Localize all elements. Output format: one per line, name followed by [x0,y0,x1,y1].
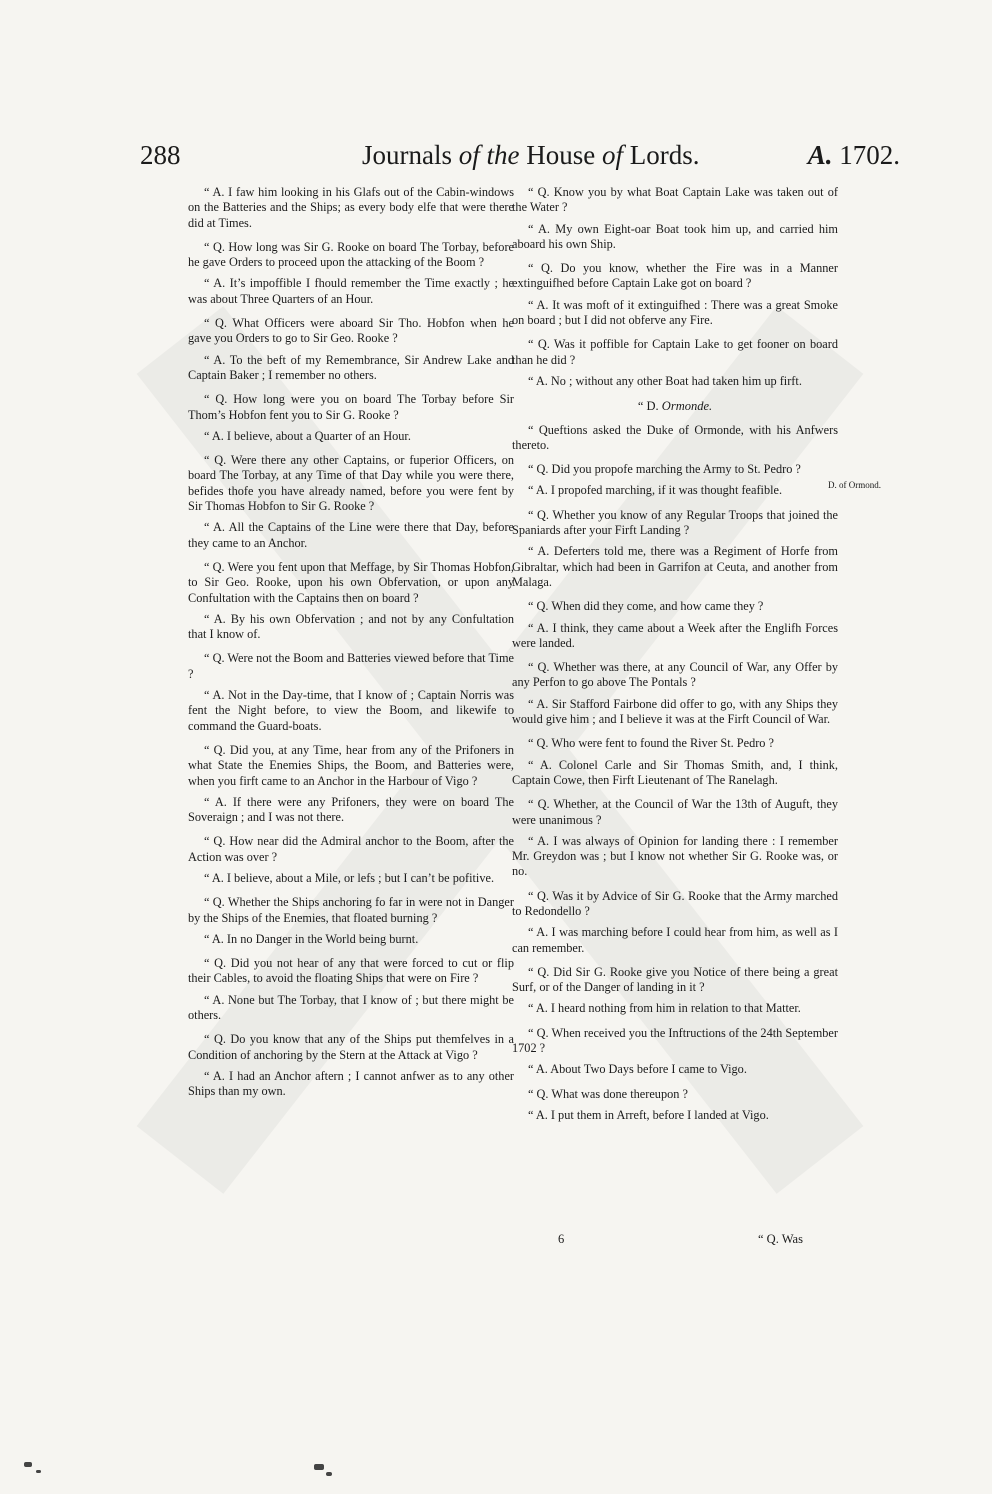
page-year: A. 1702. [807,140,900,170]
right-column [512,185,838,1129]
section-heading: “ D. Ormonde. [637,399,713,414]
catchword: “ Q. Was [758,1232,803,1246]
running-title: Journals of the House of Lords. [362,140,700,170]
paragraph: “ A. I put them in Arreft, before I landed at Vigo. [528,1107,769,1122]
paragraph: “ A. I think, they came about a Week after the Englifh Forces were landed. [512,620,838,650]
paragraph: “ A. It’s impoffible I fhould remember the Time exactly ; he was about Three Quarters of an Hour. [188,276,514,306]
paragraph: “ A. I had an Anchor aftern ; I cannot anfwer as to any other Ships than my own. [188,1068,514,1099]
paragraph: “ A. Colonel Carle and Sir Thomas Smith, and, I think, Captain Cowe, then Firft Lieutenant of The Ranelagh. [512,757,838,787]
paragraph: “ A. I was marching before I could hear from him, as well as I can remember. [512,925,838,955]
paragraph: “ Q. Were you fent upon that Meffage, by Sir Thomas Hobfon, to Sir Geo. Rooke, upon his own Obfervation, or upon any Confultation with the Captains then on board ? [188,559,514,605]
paragraph: “ Q. How long was Sir G. Rooke on board The Torbay, before he gave Orders to proceed upon the attacking of the Boom ? [188,239,514,270]
paragraph: “ Q. Did you not hear of any that were forced to cut or flip their Cables, to avoid the floating Ships that were on Fire ? [188,956,514,986]
left-column [188,185,514,1106]
paragraph: “ Q. Did Sir G. Rooke give you Notice of there being a great Surf, or of the Danger of landing in it ? [512,964,838,995]
page-header [140,140,900,180]
paragraph: “ Q. Whether was there, at any Council of War, any Offer by any Perfon to go above The Pontals ? [512,660,838,690]
paragraph: “ A. Sir Stafford Fairbone did offer to go, with any Ships they would give him ; and I believe it was at the Firft Council of War. [512,696,838,727]
paragraph: “ A. None but The Torbay, that I know of ; but there might be others. [188,992,514,1023]
paragraph: “ A. I propofed marching, if it was thought feafible. [528,483,783,498]
paragraph: “ A. About Two Days before I came to Vigo. [528,1062,747,1077]
paragraph: “ Q. How near did the Admiral anchor to the Boom, after the Action was over ? [188,834,514,864]
paragraph: “ A. My own Eight-oar Boat took him up, and carried him aboard his own Ship. [512,221,838,251]
paragraph: “ A. I was always of Opinion for landing there : I remember Mr. Greydon was ; but I know not whether Sir G. Rooke was, or no. [512,833,838,879]
paragraph: “ Q. Whether, at the Council of War the 13th of Auguft, they were unanimous ? [512,797,838,827]
paragraph: “ A. By his own Obfervation ; and not by any Confultation that I know of. [188,611,514,642]
paragraph: “ Q. Were not the Boom and Batteries viewed before that Time ? [188,651,514,681]
paragraph: “ A. I believe, about a Quarter of an Hour. [204,428,411,443]
paragraph: “ Q. Were there any other Captains, or fuperior Officers, on board The Torbay, at any Time of that Day while you were there, befides thofe you have already named, before you were fent by Sir Thomas Hobfon to Sir G. Rooke ? [188,453,514,514]
paragraph: “ Q. What Officers were aboard Sir Tho. Hobfon when he gave you Orders to go to Sir Geo. Rooke ? [188,316,514,346]
paragraph: “ Q. Who were fent to found the River St. Pedro ? [528,736,774,751]
paragraph: “ Q. Was it by Advice of Sir G. Rooke that the Army marched to Redondello ? [512,888,838,918]
paragraph: “ Q. Did you, at any Time, hear from any of the Prifoners in what State the Enemies Ships, the Boom, and Batteries were, when you firft came to an Anchor in the Harbour of Vigo ? [188,742,514,788]
paragraph: “ Q. Whether the Ships anchoring fo far in were not in Danger by the Ships of the Enemies, that floated burning ? [188,895,514,925]
paragraph: “ Q. Whether you know of any Regular Troops that joined the Spaniards after your Firft Landing ? [512,507,838,538]
paragraph: “ A. I heard nothing from him in relation to that Matter. [528,1001,801,1016]
ink-speck [326,1472,332,1476]
paragraph: “ Q. How long were you on board The Torbay before Sir Thom’s Hobfon fent you to Sir G. Rooke ? [188,392,514,422]
paragraph: “ Queftions asked the Duke of Ormonde, with his Anfwers thereto. [512,422,838,452]
paragraph: “ A. Not in the Day-time, that I know of ; Captain Norris was fent the Night before, to view the Boom, and likewife to command the Guard-boats. [188,688,514,733]
margin-note: D. of Ormond. [828,480,881,490]
paragraph: “ A. Deferters told me, there was a Regiment of Horfe from Gibraltar, which had been in Garrifon at Ceuta, and another from Malaga. [512,544,838,589]
paragraph: “ A. To the beft of my Remembrance, Sir Andrew Lake and Captain Baker ; I remember no others. [188,352,514,382]
paragraph: “ A. If there were any Prifoners, they were on board The Soveraign ; and I was not there. [188,794,514,825]
paragraph: “ A. I faw him looking in his Glafs out of the Cabin-windows on the Batteries and the Ships; as every body elfe that were there did at Times. [188,185,514,230]
paragraph: “ Q. When did they come, and how came they ? [528,599,764,614]
paragraph: “ A. I believe, about a Mile, or lefs ; but I can’t be pofitive. [204,870,495,885]
paragraph: “ Q. Was it poffible for Captain Lake to get fooner on board than he did ? [512,337,838,367]
paragraph: “ A. No ; without any other Boat had taken him up firft. [528,373,802,388]
paragraph: “ Q. Did you propofe marching the Army to St. Pedro ? [528,462,801,477]
ink-speck [314,1464,324,1470]
paragraph: “ Q. Do you know that any of the Ships put themfelves in a Condition of anchoring by the Stern at the Attack at Vigo ? [188,1032,514,1062]
paragraph: “ Q. When received you the Inftructions of the 24th September 1702 ? [512,1025,838,1056]
paragraph: “ Q. What was done thereupon ? [528,1086,688,1101]
paragraph: “ A. It was moft of it extinguifhed : There was a great Smoke on board ; but I did not obferve any Fire. [512,297,838,328]
paragraph: “ Q. Do you know, whether the Fire was in a Manner extinguifhed before Captain Lake got on board ? [512,261,838,291]
paragraph: “ Q. Know you by what Boat Captain Lake was taken out of the Water ? [512,185,838,215]
signature-mark: 6 [558,1232,565,1246]
ink-speck [24,1462,32,1467]
paragraph: “ A. All the Captains of the Line were there that Day, before they came to an Anchor. [188,520,514,550]
page-number: 288 [140,140,181,170]
ink-speck [36,1470,41,1473]
paragraph: “ A. In no Danger in the World being burnt. [204,931,419,946]
